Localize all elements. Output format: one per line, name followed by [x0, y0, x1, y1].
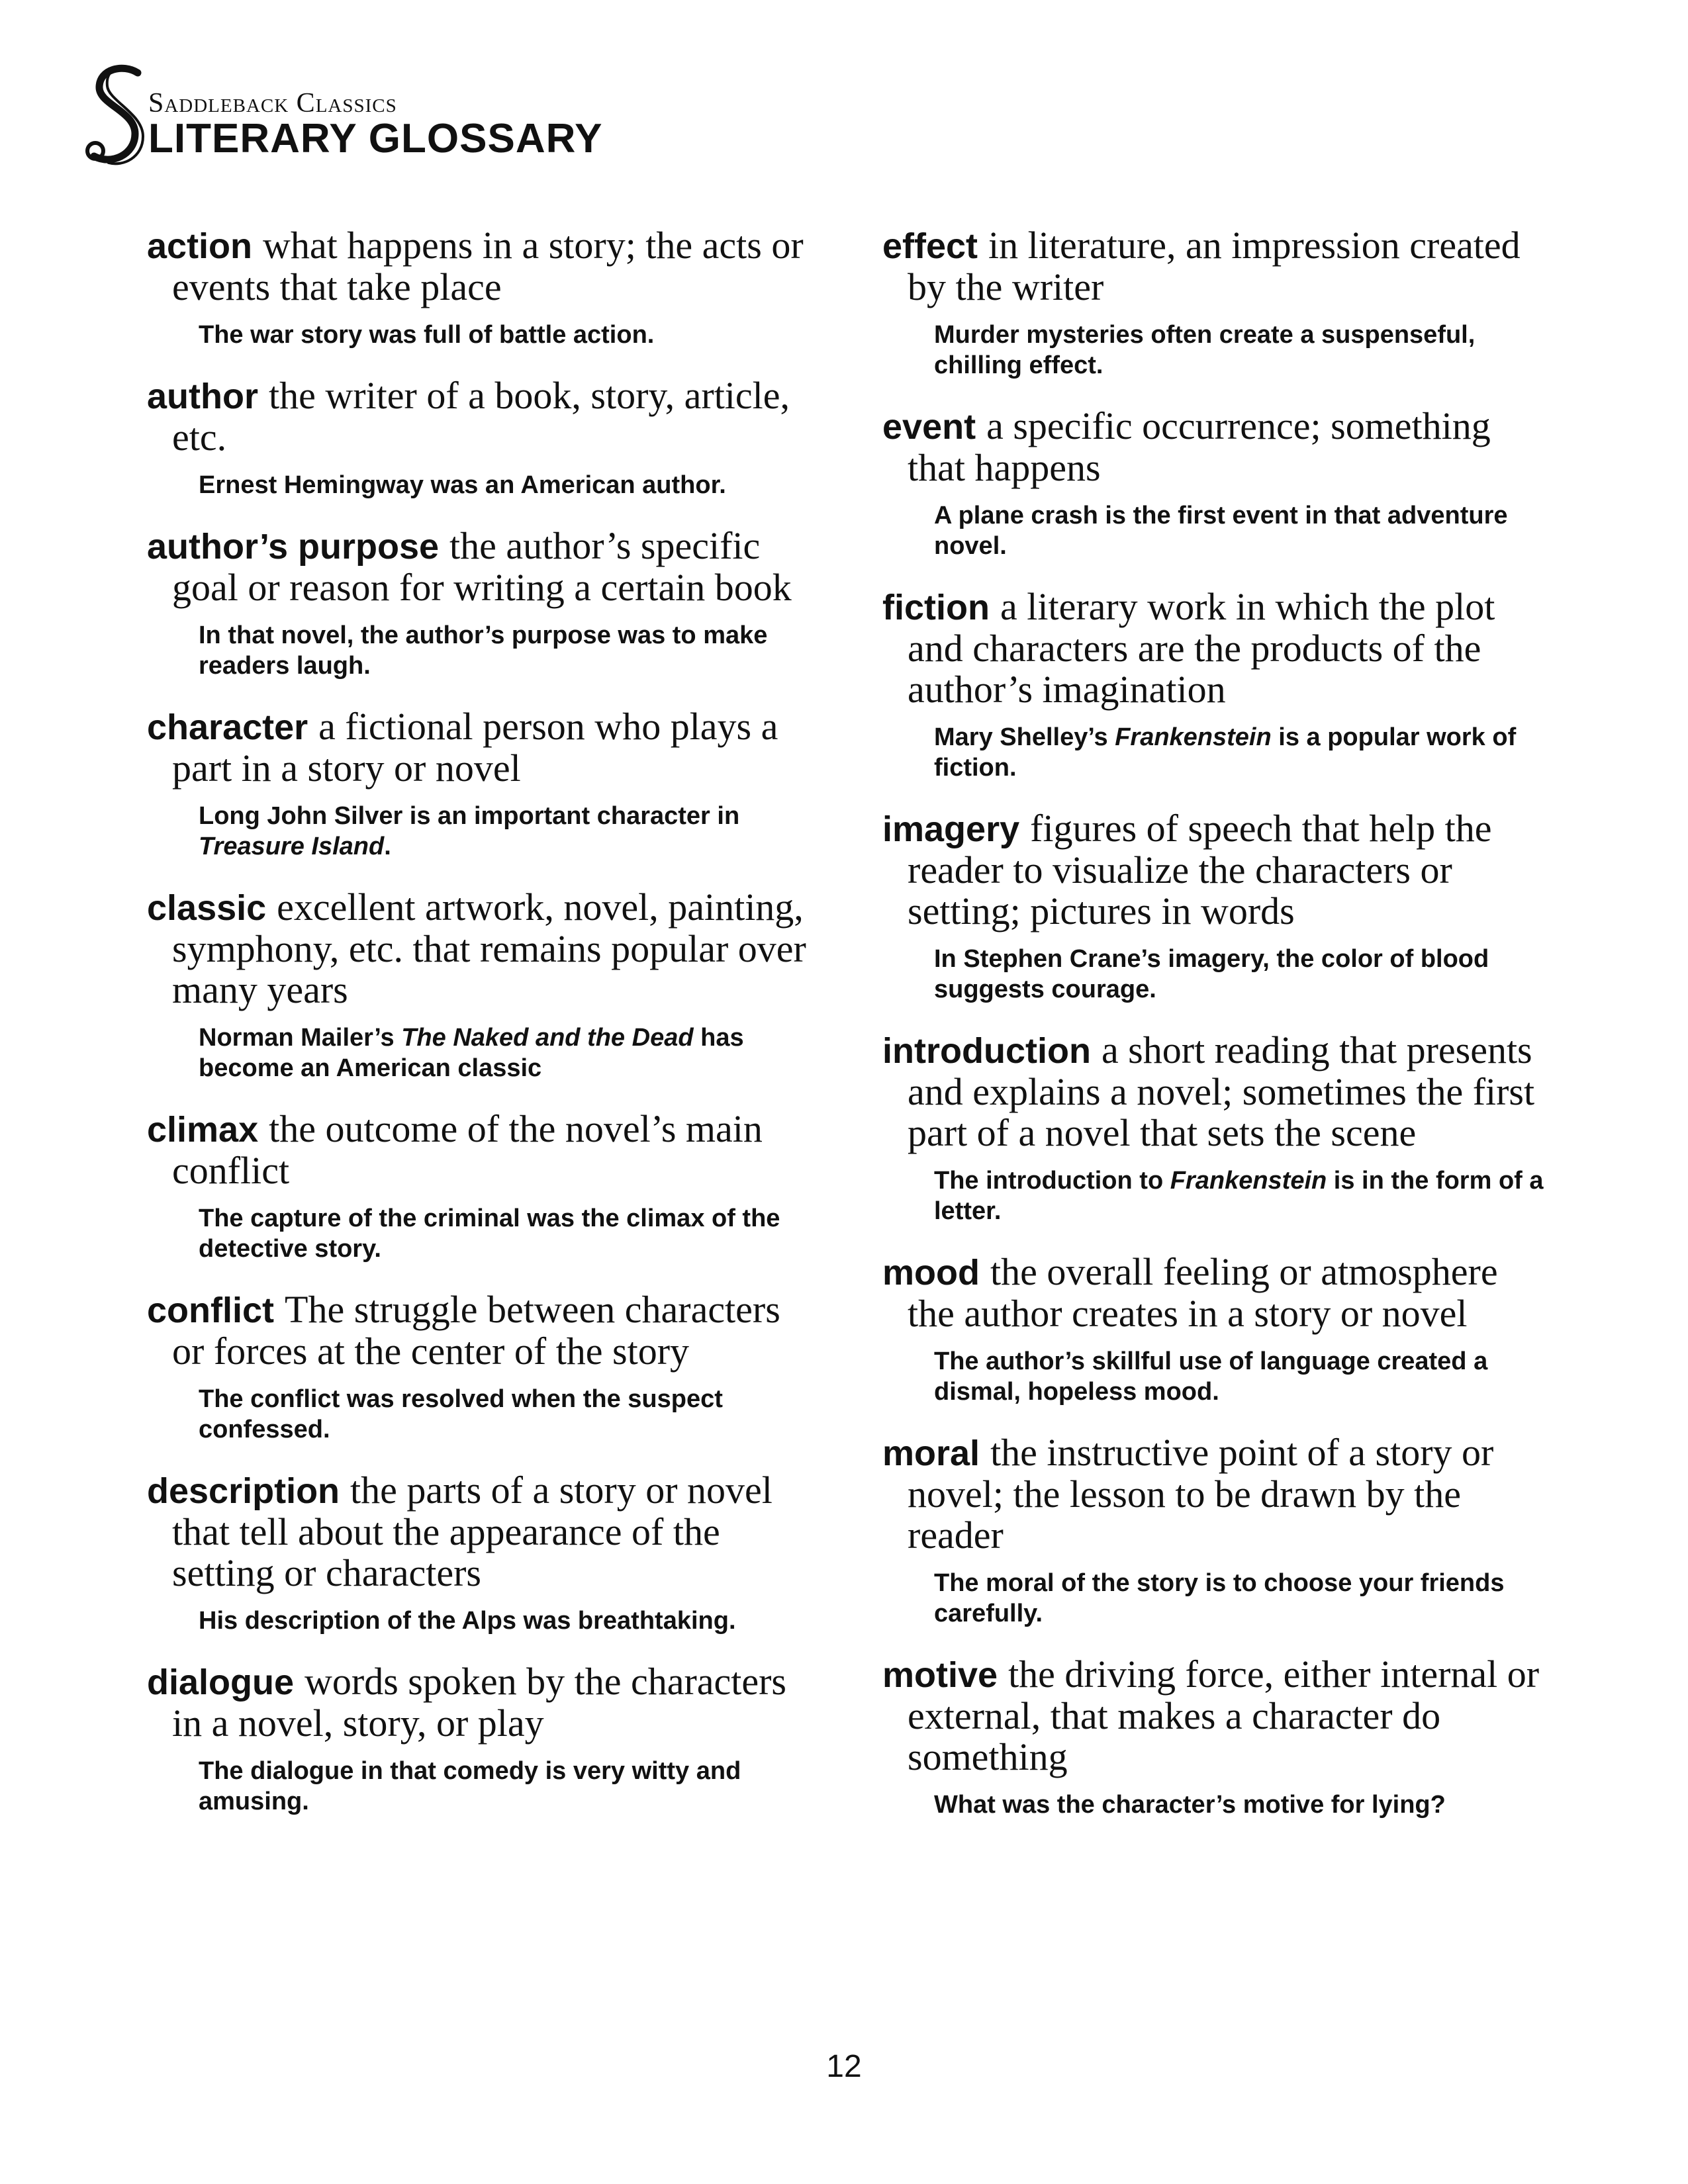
glossary-example: In Stephen Crane’s imagery, the color of blood suggests courage.	[934, 945, 1489, 1003]
glossary-entry	[882, 1432, 1551, 1629]
glossary-example: The moral of the story is to choose your friends carefully.	[934, 1569, 1505, 1627]
glossary-definition: the parts of a story or novel that tell about the appearance of the setting or characters	[172, 1469, 773, 1594]
glossary-term: introduction	[882, 1031, 1091, 1071]
glossary-entry	[882, 1251, 1551, 1407]
glossary-column-left	[147, 225, 816, 1842]
glossary-definition: the driving force, either internal or external, that makes a character do something	[908, 1653, 1540, 1778]
glossary-example: Long John Silver is an important character in Treasure Island.	[199, 802, 740, 860]
glossary-definition: excellent artwork, novel, painting, symphony, etc. that remains popular over many years	[172, 886, 806, 1011]
glossary-definition: a literary work in which the plot and characters are the products of the author’s imagination	[908, 585, 1495, 711]
glossary-example: The dialogue in that comedy is very witty and amusing.	[199, 1757, 741, 1815]
glossary-entry	[147, 1470, 816, 1636]
glossary-term: fiction	[882, 588, 990, 627]
book-title: The Naked and the Dead	[401, 1024, 694, 1052]
glossary-example: The capture of the criminal was the climax of the detective story.	[199, 1205, 780, 1263]
glossary-example: In that novel, the author’s purpose was to make readers laugh.	[199, 621, 768, 680]
glossary-definition: the writer of a book, story, article, etc.	[172, 374, 790, 459]
glossary-example: A plane crash is the first event in that adventure novel.	[934, 502, 1508, 560]
glossary-definition: a short reading that presents and explains a novel; sometimes the first part of a novel that sets the scene	[908, 1028, 1535, 1154]
glossary-entry	[882, 1030, 1551, 1226]
series-title: Saddleback Classics	[148, 88, 397, 118]
glossary-example: The author’s skillful use of language created a dismal, hopeless mood.	[934, 1347, 1488, 1406]
glossary-entry	[147, 1289, 816, 1445]
glossary-example: His description of the Alps was breathtaking.	[199, 1607, 736, 1635]
glossary-entry	[147, 887, 816, 1083]
saddleback-s-logo-icon	[79, 64, 152, 169]
glossary-example: Norman Mailer’s The Naked and the Dead has become an American classic	[199, 1024, 744, 1082]
page-header	[79, 64, 675, 169]
glossary-term: effect	[882, 226, 978, 266]
glossary-term: motive	[882, 1655, 998, 1695]
glossary-entry	[147, 1109, 816, 1264]
glossary-entry	[147, 225, 816, 350]
glossary-definition: a specific occurrence; something that happens	[908, 404, 1491, 489]
glossary-entry	[882, 1654, 1551, 1820]
glossary-entry	[147, 375, 816, 500]
glossary-entry	[147, 525, 816, 681]
glossary-entry	[882, 406, 1551, 561]
page-number: 12	[826, 2049, 862, 2084]
glossary-column-right	[882, 225, 1551, 1845]
glossary-entry	[882, 586, 1551, 783]
glossary-term: event	[882, 407, 976, 447]
glossary-term: description	[147, 1471, 340, 1511]
glossary-definition: in literature, an impression created by the writer	[908, 224, 1521, 308]
glossary-term: mood	[882, 1253, 980, 1293]
glossary-definition: the overall feeling or atmosphere the author creates in a story or novel	[908, 1250, 1498, 1335]
glossary-definition: the outcome of the novel’s main conflict	[172, 1107, 763, 1192]
glossary-example: Murder mysteries often create a suspenseful, chilling effect.	[934, 321, 1476, 379]
glossary-example: What was the character’s motive for lying?	[934, 1791, 1446, 1819]
glossary-example: Mary Shelley’s Frankenstein is a popular work of fiction.	[934, 723, 1517, 782]
glossary-example: The conflict was resolved when the suspect confessed.	[199, 1385, 723, 1443]
glossary-term: character	[147, 707, 308, 747]
glossary-definition: The struggle between characters or forces at the center of the story	[172, 1288, 780, 1373]
glossary-definition: what happens in a story; the acts or events that take place	[172, 224, 804, 308]
glossary-example: The introduction to Frankenstein is in the form of a letter.	[934, 1167, 1544, 1225]
glossary-term: author’s purpose	[147, 527, 440, 567]
glossary-entry	[882, 225, 1551, 381]
book-title: Frankenstein	[1115, 723, 1272, 751]
glossary-definition: words spoken by the characters in a novel, story, or play	[172, 1660, 786, 1745]
book-title: Frankenstein	[1170, 1167, 1327, 1195]
glossary-term: climax	[147, 1110, 259, 1150]
glossary-example: Ernest Hemingway was an American author.	[199, 471, 726, 499]
glossary-term: classic	[147, 888, 267, 928]
glossary-entry	[147, 706, 816, 862]
glossary-entry	[147, 1661, 816, 1817]
glossary-definition: a fictional person who plays a part in a story or novel	[172, 705, 778, 790]
book-title: Treasure Island	[199, 833, 385, 860]
glossary-term: action	[147, 226, 253, 266]
glossary-example: The war story was full of battle action.	[199, 321, 655, 349]
glossary-term: author	[147, 377, 258, 416]
glossary-term: imagery	[882, 809, 1020, 849]
glossary-definition: figures of speech that help the reader to visualize the characters or setting; pictures in words	[908, 807, 1492, 933]
glossary-term: conflict	[147, 1291, 275, 1330]
page-title: LITERARY GLOSSARY	[148, 116, 603, 161]
glossary-definition: the instructive point of a story or novel; the lesson to be drawn by the reader	[908, 1431, 1494, 1557]
glossary-definition: the author’s specific goal or reason for writing a certain book	[172, 524, 792, 609]
glossary-entry	[882, 808, 1551, 1005]
glossary-term: moral	[882, 1433, 980, 1473]
glossary-term: dialogue	[147, 1662, 295, 1702]
